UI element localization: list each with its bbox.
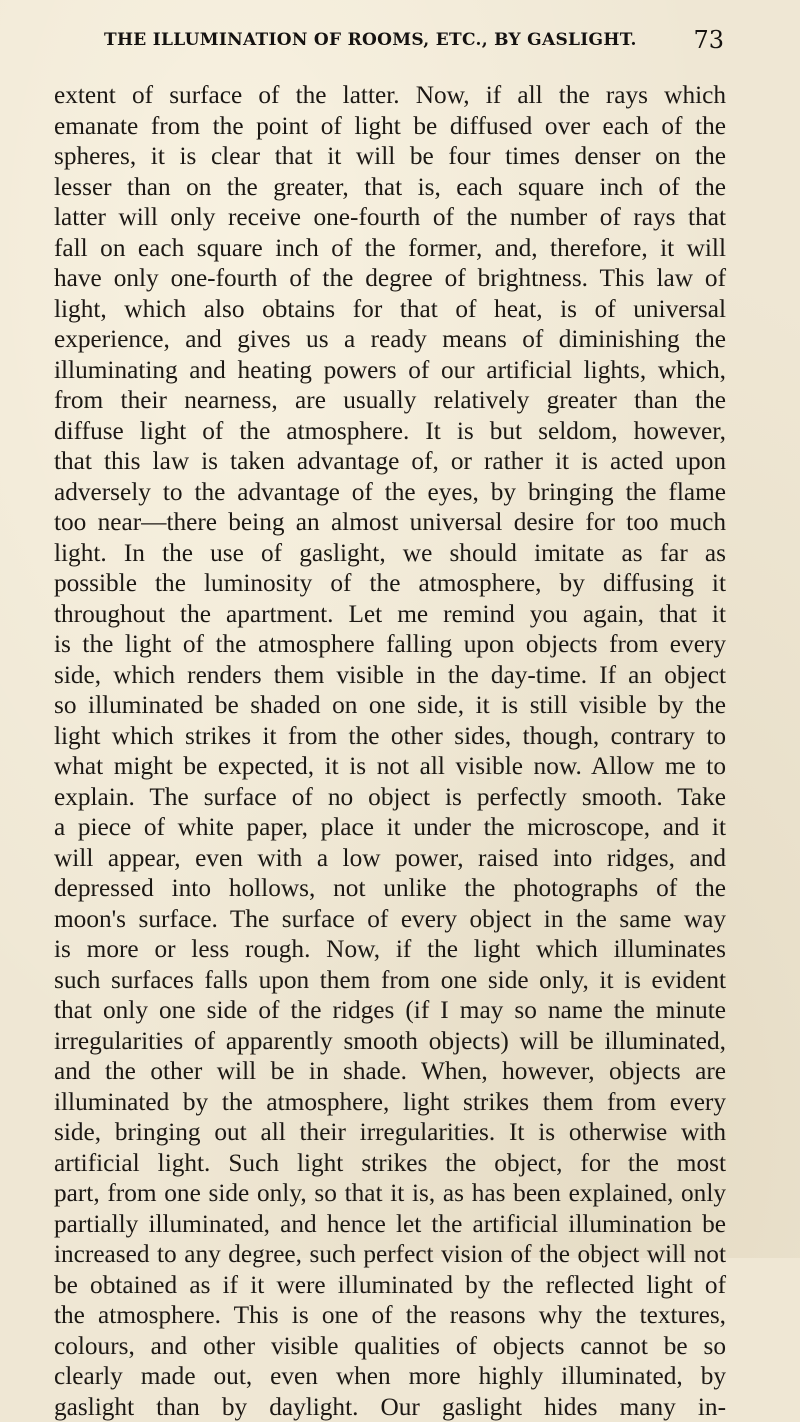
text-line: what might be expected, it is not all visible now. Allow me to bbox=[54, 751, 726, 782]
running-title: THE ILLUMINATION OF ROOMS, ETC., BY GASLIGHT. bbox=[104, 30, 637, 50]
text-line: light. In the use of gaslight, we should imitate as far as bbox=[54, 538, 726, 569]
text-line: so illuminated be shaded on one side, it is still visible by the bbox=[54, 690, 726, 721]
text-line: throughout the apartment. Let me remind you again, that it bbox=[54, 599, 726, 630]
text-line: gaslight than by daylight. Our gaslight hides many in- bbox=[54, 1392, 726, 1422]
text-line: possible the luminosity of the atmosphere, by diffusing it bbox=[54, 568, 726, 599]
text-line: part, from one side only, so that it is, as has been explained, only bbox=[54, 1178, 726, 1209]
text-line: partially illuminated, and hence let the artificial illumination be bbox=[54, 1209, 726, 1240]
text-line: have only one-fourth of the degree of brightness. This law of bbox=[54, 263, 726, 294]
text-line: extent of surface of the latter. Now, if all the rays which bbox=[54, 80, 726, 111]
text-line: experience, and gives us a ready means of diminishing the bbox=[54, 324, 726, 355]
text-line: light, which also obtains for that of heat, is of universal bbox=[54, 294, 726, 325]
running-head bbox=[104, 30, 724, 60]
text-line: too near—there being an almost universal desire for too much bbox=[54, 507, 726, 538]
text-line: lesser than on the greater, that is, each square inch of the bbox=[54, 172, 726, 203]
text-line: side, bringing out all their irregularities. It is otherwise with bbox=[54, 1117, 726, 1148]
text-line: diffuse light of the atmosphere. It is but seldom, however, bbox=[54, 416, 726, 447]
text-line: light which strikes it from the other sides, though, contrary to bbox=[54, 721, 726, 752]
text-line: increased to any degree, such perfect vision of the object will not bbox=[54, 1239, 726, 1270]
text-line: from their nearness, are usually relatively greater than the bbox=[54, 385, 726, 416]
text-line: the atmosphere. This is one of the reasons why the textures, bbox=[54, 1300, 726, 1331]
text-line: depressed into hollows, not unlike the photographs of the bbox=[54, 873, 726, 904]
text-line: moon's surface. The surface of every object in the same way bbox=[54, 904, 726, 935]
text-line: such surfaces falls upon them from one side only, it is evident bbox=[54, 965, 726, 996]
text-line: and the other will be in shade. When, however, objects are bbox=[54, 1056, 726, 1087]
text-line: is more or less rough. Now, if the light which illuminates bbox=[54, 934, 726, 965]
text-line: that this law is taken advantage of, or rather it is acted upon bbox=[54, 446, 726, 477]
page-number: 73 bbox=[693, 26, 724, 54]
body-paragraph bbox=[54, 80, 726, 1422]
text-line: spheres, it is clear that it will be four times denser on the bbox=[54, 141, 726, 172]
text-line: adversely to the advantage of the eyes, by bringing the flame bbox=[54, 477, 726, 508]
text-line: clearly made out, even when more highly illuminated, by bbox=[54, 1361, 726, 1392]
text-line: a piece of white paper, place it under the microscope, and it bbox=[54, 812, 726, 843]
text-line: side, which renders them visible in the day-time. If an object bbox=[54, 660, 726, 691]
text-line: irregularities of apparently smooth objects) will be illuminated, bbox=[54, 1026, 726, 1057]
text-line: emanate from the point of light be diffused over each of the bbox=[54, 111, 726, 142]
text-line: will appear, even with a low power, raised into ridges, and bbox=[54, 843, 726, 874]
text-line: fall on each square inch of the former, and, therefore, it will bbox=[54, 233, 726, 264]
text-line: artificial light. Such light strikes the object, for the most bbox=[54, 1148, 726, 1179]
text-line: that only one side of the ridges (if I may so name the minute bbox=[54, 995, 726, 1026]
text-line: is the light of the atmosphere falling upon objects from every bbox=[54, 629, 726, 660]
text-line: illuminated by the atmosphere, light strikes them from every bbox=[54, 1087, 726, 1118]
text-line: colours, and other visible qualities of objects cannot be so bbox=[54, 1331, 726, 1362]
text-line: explain. The surface of no object is perfectly smooth. Take bbox=[54, 782, 726, 813]
text-line: latter will only receive one-fourth of the number of rays that bbox=[54, 202, 726, 233]
text-line: be obtained as if it were illuminated by the reflected light of bbox=[54, 1270, 726, 1301]
text-line: illuminating and heating powers of our artificial lights, which, bbox=[54, 355, 726, 386]
